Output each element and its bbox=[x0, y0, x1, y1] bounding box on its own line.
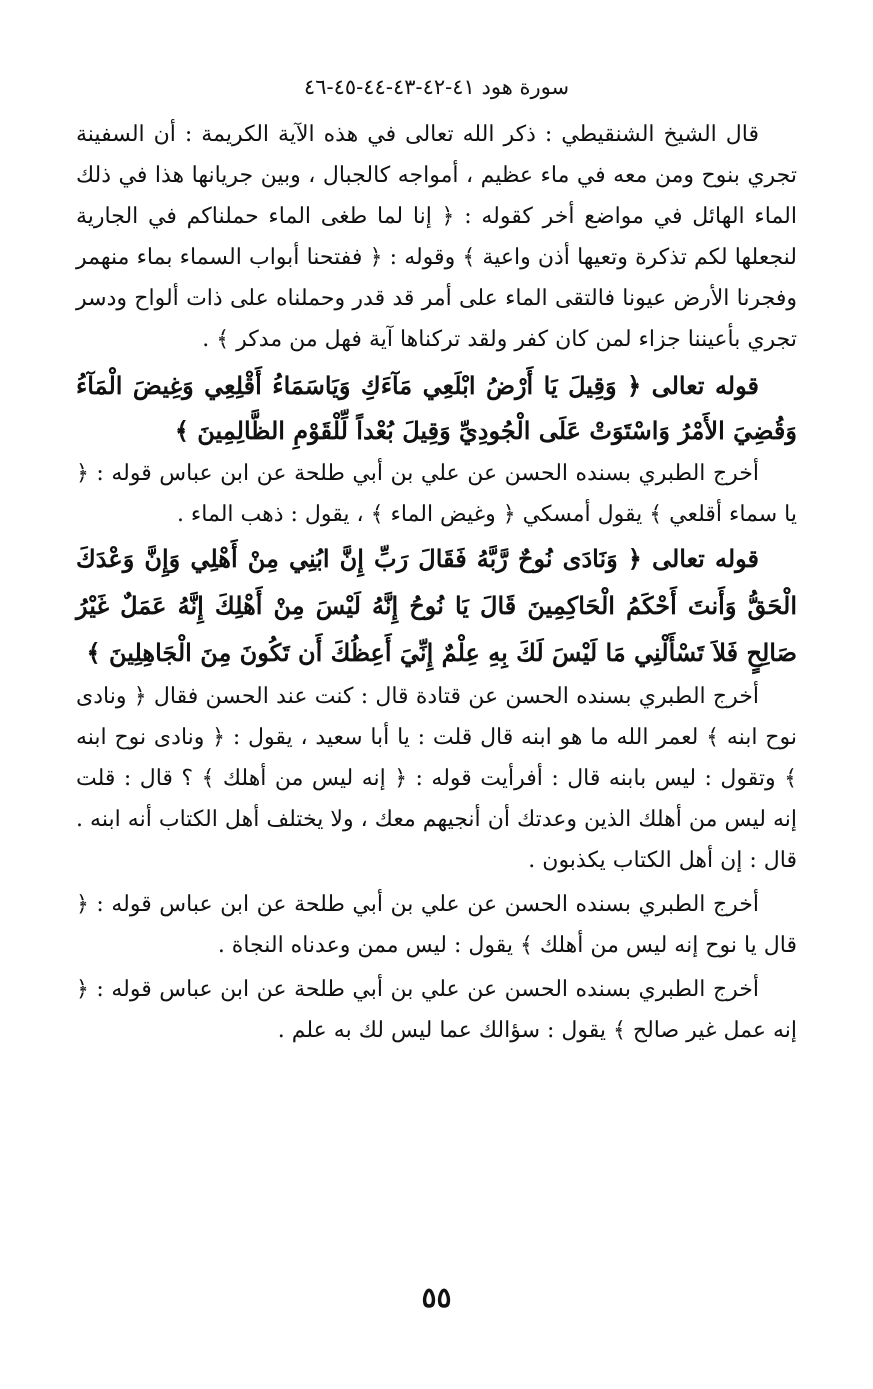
verse-paragraph-44: قوله تعالى ﴿ وَقِيلَ يَا أَرْضُ ابْلَعِي مَآءَكِ وَيَاسَمَاءُ أَقْلِعِي وَغِيضَ الْمَآءُ وَقُضِيَ الأَمْرُ وَاسْتَوَتْ عَلَى الْجُودِيِّ وَقِيلَ بُعْداً لِّلْقَوْمِ الظَّالِمِينَ ﴾ bbox=[76, 371, 797, 445]
commentary-paragraph-tabari-3: أخرج الطبري بسنده الحسن عن علي بن أبي طلحة عن ابن عباس قوله : ﴿ قال يا نوح إنه ليس من أهلك ﴾ يقول : ليس ممن وعدناه النجاة . bbox=[76, 892, 797, 958]
page-body bbox=[76, 114, 797, 1051]
verse-paragraph-45-46: قوله تعالى ﴿ وَنَادَى نُوحٌ رَّبَّهُ فَقَالَ رَبِّ إِنَّ ابُنِي مِنْ أَهْلِي وَإِنَّ وَعْدَكَ الْحَقُّ وَأَنتَ أَحْكَمُ الْحَاكِمِينَ قَالَ يَا نُوحُ إِنَّهُ لَيْسَ مِنْ أَهْلِكَ إِنَّهُ عَمَلٌ غَيْرُ صَالِحٍ فَلاَ تَسْأَلْنِي مَا لَيْسَ لَكَ بِهِ عِلْمٌ إِنِّيَ أَعِظُكَ أَن تَكُونَ مِنَ الْجَاهِلِينَ ﴾ bbox=[76, 544, 797, 667]
commentary-paragraph-shanqiti: قال الشيخ الشنقيطي : ذكر الله تعالى في هذه الآية الكريمة : أن السفينة تجري بنوح ومن معه في ماء عظيم ، أمواجه كالجبال ، وبين جريانها هذا في ذلك الماء الهائل في مواضع أخر كقوله : ﴿ إنا لما طغى الماء حملناكم في الجارية لنجعلها لكم تذكرة وتعيها أذن واعية ﴾ وقوله : ﴿ ففتحنا أبواب السماء بماء منهمر وفجرنا الأرض عيونا فالتقى الماء على أمر قد قدر وحملناه على ذات ألواح ودسر تجري بأعيننا جزاء لمن كان كفر ولقد تركناها آية فهل من مدكر ﴾ . bbox=[76, 122, 797, 352]
page-number: ٥٥ bbox=[421, 1281, 452, 1314]
commentary-paragraph-tabari-2: أخرج الطبري بسنده الحسن عن قتادة قال : كنت عند الحسن فقال ﴿ ونادى نوح ابنه ﴾ لعمر الله ما هو ابنه قال قلت : يا أبا سعيد ، يقول : ﴿ ونادى نوح ابنه ﴾ وتقول : ليس بابنه قال : أفرأيت قوله : ﴿ إنه ليس من أهلك ﴾ ؟ قال : قلت إنه ليس من أهلك الذين وعدتك أن أنجيهم معك ، ولا يختلف أهل الكتاب أنه ابنه . قال : إن أهل الكتاب يكذبون . bbox=[76, 684, 797, 873]
commentary-paragraph-tabari-4: أخرج الطبري بسنده الحسن عن علي بن أبي طلحة عن ابن عباس قوله : ﴿ إنه عمل غير صالح ﴾ يقول : سؤالك عما ليس لك به علم . bbox=[76, 977, 797, 1043]
running-header: سورة هود ٤١-٤٢-٤٣-٤٤-٤٥-٤٦ bbox=[303, 75, 570, 99]
commentary-paragraph-tabari-1: أخرج الطبري بسنده الحسن عن علي بن أبي طلحة عن ابن عباس قوله : ﴿ يا سماء أقلعي ﴾ يقول أمسكي ﴿ وغيض الماء ﴾ ، يقول : ذهب الماء . bbox=[76, 461, 797, 527]
